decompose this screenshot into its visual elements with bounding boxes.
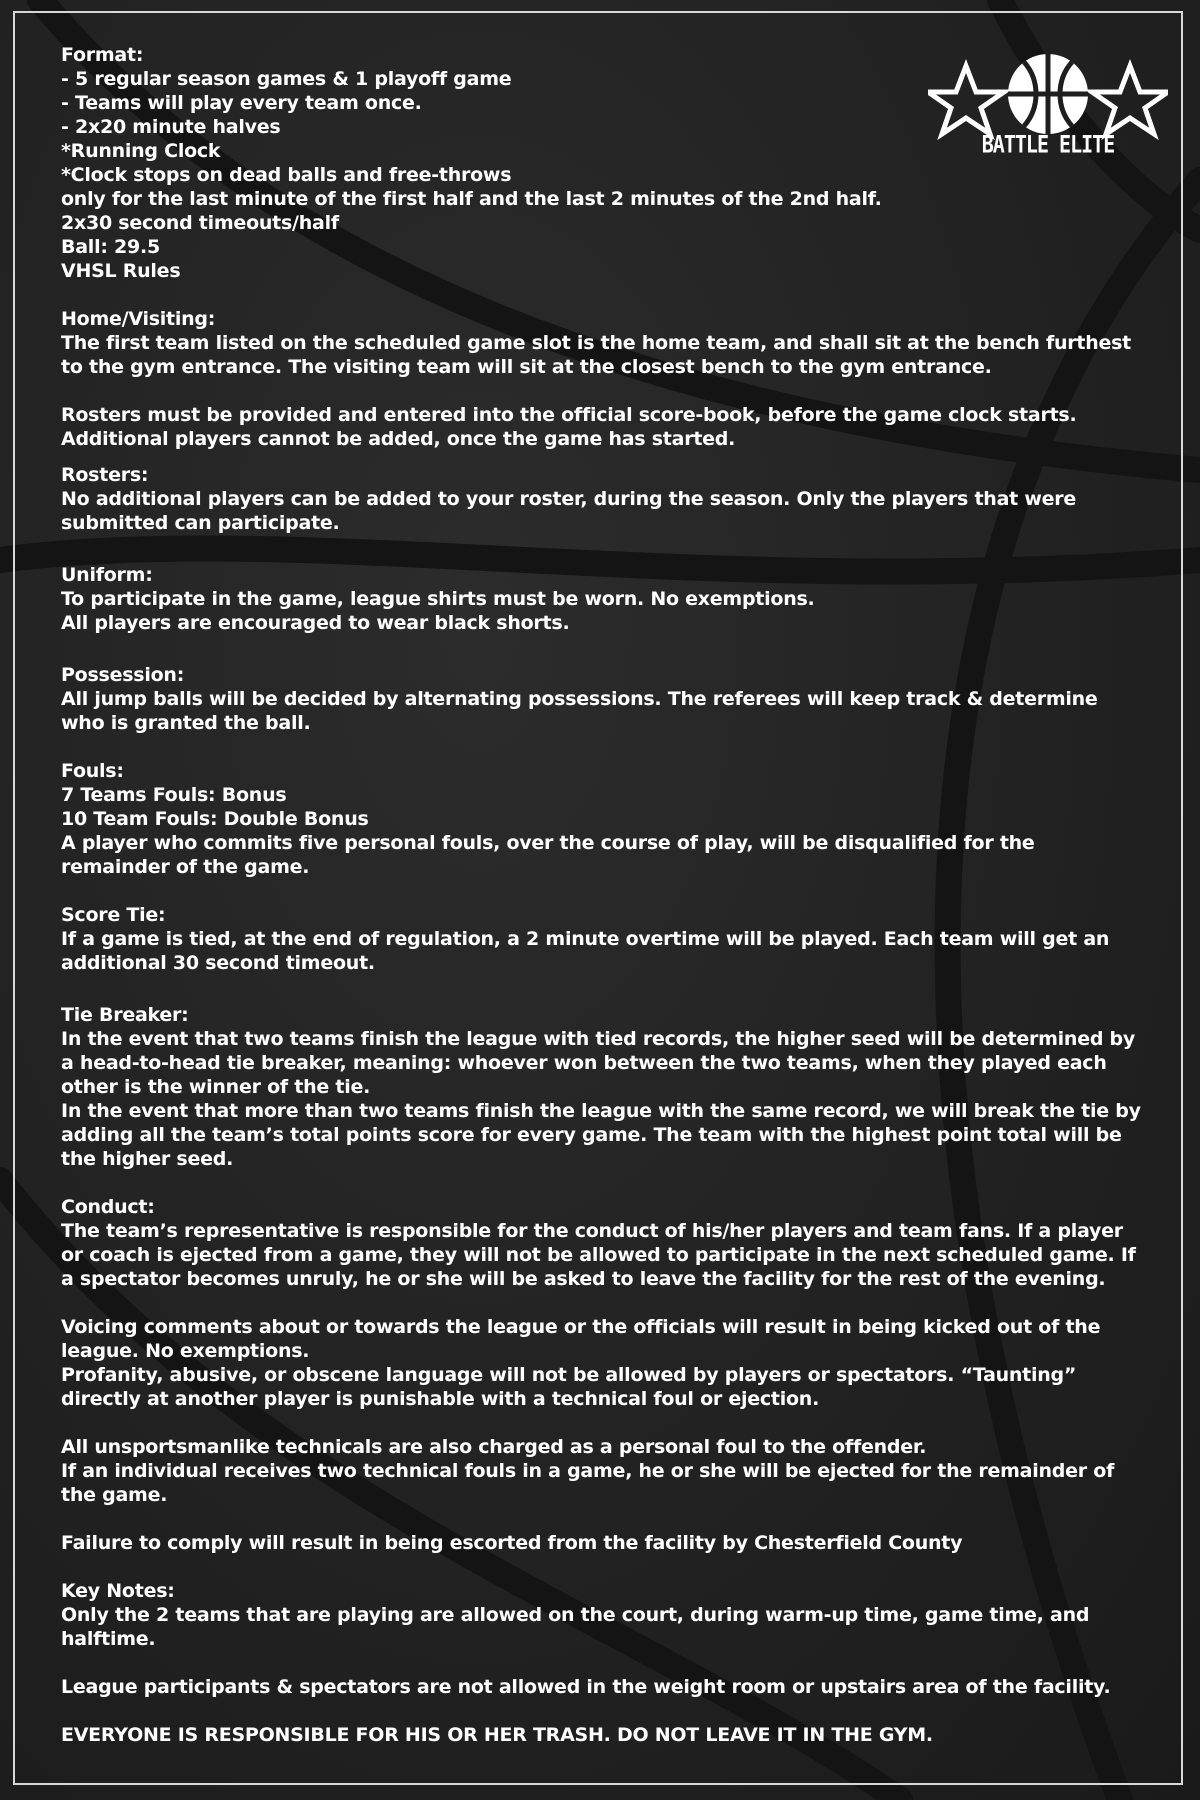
rosters-score-book-text: Rosters must be provided and entered into the official score-book, before the game clock starts. Additional players cannot be added, once the game has started. xyxy=(61,404,1077,450)
format-line: only for the last minute of the first half and the last 2 minutes of the 2nd half. xyxy=(61,188,882,210)
rosters-heading: Rosters: xyxy=(61,464,149,486)
fouls-text: A player who commits five personal fouls, over the course of play, will be disqualified for the remainder of the game. xyxy=(61,832,1035,878)
format-line: - 5 regular season games & 1 playoff game xyxy=(61,68,512,90)
key-notes-text: League participants & spectators are not allowed in the weight room or upstairs area of the facility. xyxy=(61,1676,1111,1698)
tie-breaker-text: In the event that more than two teams finish the league with the same record, we will break the tie by adding all the team’s total points score for every game. The team with the highest point total will be the higher seed. xyxy=(61,1100,1141,1170)
conduct-text: If an individual receives two technical fouls in a game, he or she will be ejected for the remainder of the game. xyxy=(61,1460,1115,1506)
score-tie-text: If a game is tied, at the end of regulation, a 2 minute overtime will be played. Each team will get an additional 30 second timeout. xyxy=(61,928,1110,974)
format-line: 2x30 second timeouts/half xyxy=(61,212,339,234)
format-line: *Running Clock xyxy=(61,140,221,162)
conduct-text: All unsportsmanlike technicals are also charged as a personal foul to the offender. xyxy=(61,1436,927,1458)
format-line: VHSL Rules xyxy=(61,260,181,282)
key-notes-text: Only the 2 teams that are playing are allowed on the court, during warm-up time, game time, and halftime. xyxy=(61,1604,1090,1650)
tie-breaker-text: In the event that two teams finish the league with tied records, the higher seed will be determined by a head-to-head tie breaker, meaning: whoever won between the two teams, when they played each other is the winner of the tie. xyxy=(61,1028,1136,1098)
fouls-line: 7 Teams Fouls: Bonus xyxy=(61,784,287,806)
format-line: - Teams will play every team once. xyxy=(61,92,422,114)
fouls-heading: Fouls: xyxy=(61,760,124,782)
score-tie-heading: Score Tie: xyxy=(61,904,166,926)
format-heading: Format: xyxy=(61,44,144,66)
format-line: *Clock stops on dead balls and free-throws xyxy=(61,164,512,186)
conduct-text: The team’s representative is responsible for the conduct of his/her players and team fans. If a player or coach is ejected from a game, they will not be allowed to participate in the next scheduled game. If a spectator becomes unruly, he or she will be asked to leave the facility for the rest of the evening. xyxy=(61,1220,1136,1290)
trash-notice: EVERYONE IS RESPONSIBLE FOR HIS OR HER TRASH. DO NOT LEAVE IT IN THE GYM. xyxy=(61,1724,933,1746)
conduct-text: Failure to comply will result in being escorted from the facility by Chesterfield County xyxy=(61,1532,963,1554)
uniform-line: All players are encouraged to wear black shorts. xyxy=(61,612,570,634)
fouls-line: 10 Team Fouls: Double Bonus xyxy=(61,808,369,830)
possession-text: All jump balls will be decided by alternating possessions. The referees will keep track & determine who is granted the ball. xyxy=(61,688,1098,734)
home-visiting-heading: Home/Visiting: xyxy=(61,308,216,330)
uniform-line: To participate in the game, league shirts must be worn. No exemptions. xyxy=(61,588,815,610)
uniform-heading: Uniform: xyxy=(61,564,153,586)
conduct-text: Profanity, abusive, or obscene language will not be allowed by players or spectators. “Taunting” directly at another player is punishable with a technical foul or ejection. xyxy=(61,1364,1077,1410)
rules-content xyxy=(61,43,1141,1747)
format-line: - 2x20 minute halves xyxy=(61,116,281,138)
home-visiting-text: The first team listed on the scheduled game slot is the home team, and shall sit at the bench furthest to the gym entrance. The visiting team will sit at the closest bench to the gym entrance. xyxy=(61,332,1132,378)
logo-text: BATTLE ELITE xyxy=(981,129,1115,159)
format-line: Ball: 29.5 xyxy=(61,236,160,258)
conduct-heading: Conduct: xyxy=(61,1196,155,1218)
tie-breaker-heading: Tie Breaker: xyxy=(61,1004,189,1026)
rosters-text: No additional players can be added to your roster, during the season. Only the players that were submitted can participate. xyxy=(61,488,1077,534)
key-notes-heading: Key Notes: xyxy=(61,1580,175,1602)
conduct-text: Voicing comments about or towards the league or the officials will result in being kicked out of the league. No exemptions. xyxy=(61,1316,1101,1362)
possession-heading: Possession: xyxy=(61,664,185,686)
